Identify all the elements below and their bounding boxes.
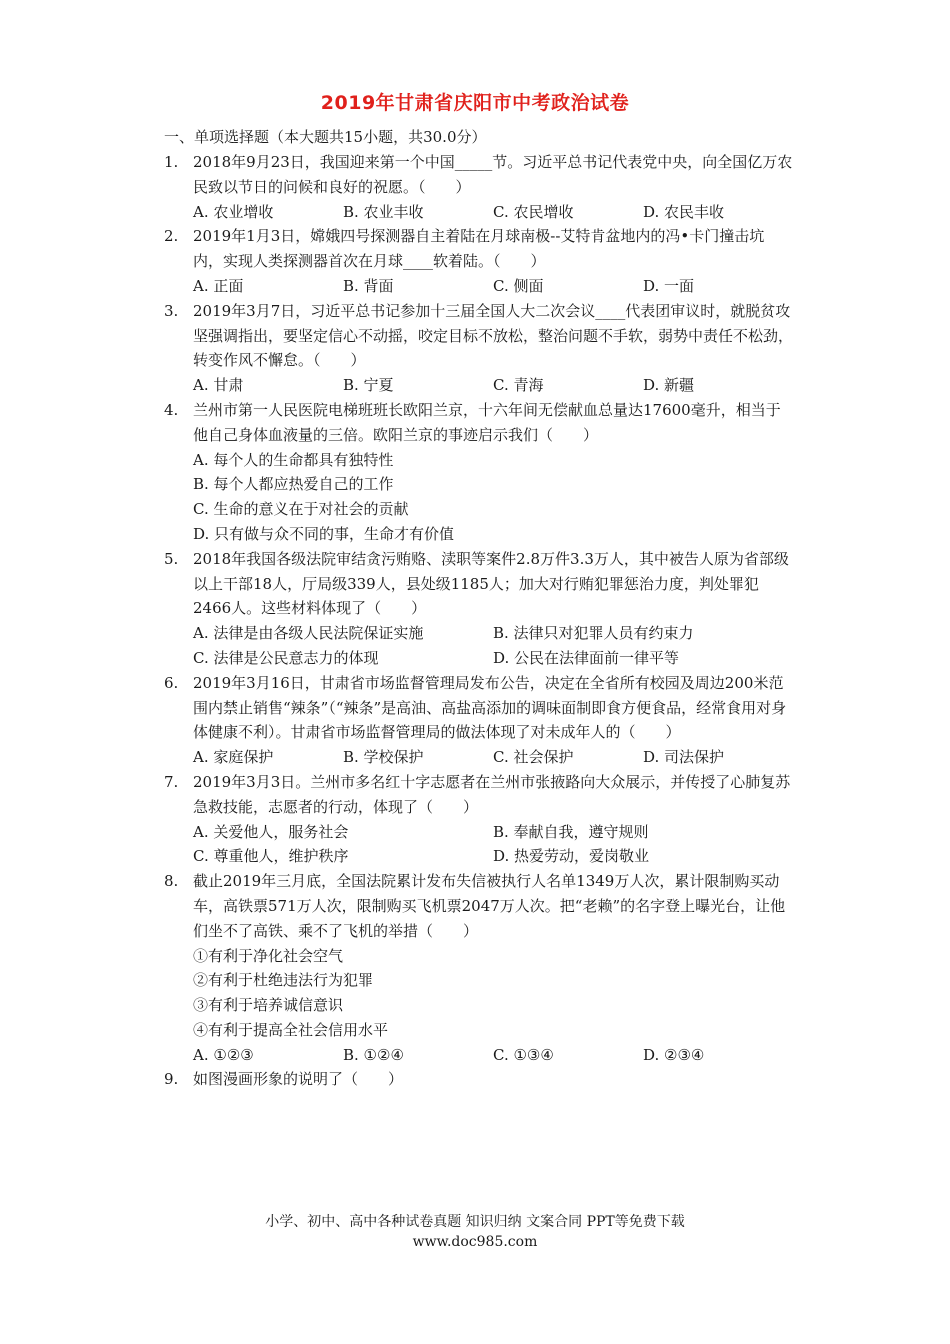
option-grid — [193, 820, 793, 870]
option-a: A. 每个人的生命都具有独特性 — [193, 450, 394, 469]
question-text: 兰州市第一人民医院电梯班班长欧阳兰京，十六年间无偿献血总量达17600毫升，相当于他自己身体血液量的三倍。欧阳兰京的事迹启示我们（ ） — [193, 400, 781, 444]
option-c: C. 法律是公民意志力的体现 — [193, 648, 379, 667]
option-d: D. 只有做与众不同的事，生命才有价值 — [193, 524, 455, 543]
option-c: C. 侧面 — [493, 276, 544, 295]
question-number: 5. — [164, 549, 179, 568]
question-list — [0, 150, 950, 1092]
question-text: 截止2019年三月底，全国法院累计发布失信被执行人名单1349万人次，累计限制购买动车，高铁票571万人次，限制购买飞机票2047万人次。把“老赖”的名字登上曝光台，让他们坐不了高铁、乘不了飞机的举措（ ） — [193, 872, 786, 940]
footer-ad-text: 小学、初中、高中各种试卷真题 知识归纳 文案合同 PPT等免费下载 — [265, 1214, 685, 1230]
option-row — [193, 373, 793, 398]
option-d: D. 热爱劳动，爱岗敬业 — [493, 847, 650, 866]
option-a: A. 甘肃 — [193, 376, 244, 395]
option-a: A. 关爱他人，服务社会 — [193, 822, 349, 841]
statement-4: ④有利于提高全社会信用水平 — [193, 1020, 389, 1039]
question-number: 6. — [164, 673, 179, 692]
option-b: B. 学校保护 — [343, 748, 424, 767]
option-d: D. 司法保护 — [643, 748, 725, 767]
option-column — [193, 448, 793, 547]
question-5 — [0, 547, 950, 671]
option-a: A. 农业增收 — [193, 202, 274, 221]
question-number: 4. — [164, 400, 179, 419]
statement-2: ②有利于杜绝违法行为犯罪 — [193, 971, 374, 990]
statement-list — [0, 944, 950, 1043]
footer-website: www.doc985.com — [412, 1234, 538, 1250]
question-9 — [0, 1067, 950, 1092]
option-c: C. 社会保护 — [493, 748, 574, 767]
option-d: D. 一面 — [643, 276, 695, 295]
option-d: D. 新疆 — [643, 376, 695, 395]
option-a: A. ①②③ — [193, 1045, 254, 1064]
option-b: B. ①②④ — [343, 1045, 404, 1064]
question-3 — [0, 299, 950, 398]
page-footer — [0, 1212, 950, 1252]
question-7 — [0, 770, 950, 869]
option-a: A. 正面 — [193, 276, 244, 295]
question-number: 8. — [164, 872, 179, 891]
question-text: 2018年我国各级法院审结贪污贿赂、渎职等案件2.8万件3.3万人，其中被告人原为省部级以上干部18人，厅局级339人，县处级1185人；加大对行贿犯罪惩治力度，判处罪犯2466人。这些材料体现了（ ） — [193, 549, 789, 618]
option-c: C. 生命的意义在于对社会的贡献 — [193, 500, 409, 519]
option-c: C. 青海 — [493, 376, 544, 395]
question-4 — [0, 398, 950, 547]
option-b: B. 法律只对犯罪人员有约束力 — [493, 624, 694, 643]
question-2 — [0, 224, 950, 298]
option-d: D. 公民在法律面前一律平等 — [493, 648, 680, 667]
option-b: B. 农业丰收 — [343, 202, 424, 221]
question-text: 2018年9月23日，我国迎来第一个中国_____节。习近平总书记代表党中央，向全国亿万农民致以节日的问候和良好的祝愿。（ ） — [193, 153, 793, 196]
statement-3: ③有利于培养诚信意识 — [193, 996, 344, 1015]
question-8 — [0, 869, 950, 1067]
question-6 — [0, 671, 950, 770]
question-text: 2019年1月3日，嫦娥四号探测器自主着陆在月球南极--艾特肯盆地内的冯•卡门撞击坑内，实现人类探测器首次在月球____软着陆。（ ） — [193, 227, 765, 271]
option-a: A. 家庭保护 — [193, 748, 274, 767]
question-text: 2019年3月3日。兰州市多名红十字志愿者在兰州市张掖路向大众展示，并传授了心肺复苏急救技能，志愿者的行动，体现了（ ） — [193, 772, 791, 816]
option-a: A. 法律是由各级人民法院保证实施 — [193, 624, 424, 643]
option-b: B. 背面 — [343, 276, 394, 295]
section-heading: 一、单项选择题（本大题共15小题，共30.0分） — [164, 128, 487, 146]
question-number: 1. — [164, 153, 179, 171]
option-row — [193, 1043, 793, 1068]
option-grid — [193, 621, 793, 671]
question-1 — [0, 150, 950, 224]
option-d: D. 农民丰收 — [643, 202, 725, 221]
option-row — [193, 745, 793, 770]
question-text: 2019年3月16日，甘肃省市场监督管理局发布公告，决定在全省所有校园及周边200米范围内禁止销售“辣条”（“辣条”是高油、高盐高添加的调味面制即食方便食品，经常食用对身体健康不利）。甘肃省市场监督管理局的做法体现了对未成年人的（ ） — [193, 673, 787, 742]
option-c: C. ①③④ — [493, 1045, 554, 1064]
option-b: B. 每个人都应热爱自己的工作 — [193, 475, 394, 494]
question-text: 2019年3月7日，习近平总书记参加十三届全国人大二次会议____代表团审议时，就脱贫攻坚强调指出，要坚定信心不动摇，咬定目标不放松，整治问题不手软，弱势中责任不松劲，转变作风不懈怠。（ ） — [193, 301, 794, 370]
option-d: D. ②③④ — [643, 1045, 705, 1064]
option-b: B. 宁夏 — [343, 376, 394, 395]
statement-1: ①有利于净化社会空气 — [193, 946, 344, 965]
question-number: 3. — [164, 301, 179, 320]
question-text: 如图漫画形象的说明了（ ） — [193, 1070, 404, 1089]
option-b: B. 奉献自我，遵守规则 — [493, 822, 649, 841]
option-c: C. 农民增收 — [493, 202, 574, 221]
option-row — [193, 274, 793, 299]
exam-title: 2019年甘肃省庆阳市中考政治试卷 — [320, 92, 630, 114]
option-row — [193, 200, 793, 225]
option-c: C. 尊重他人，维护秩序 — [193, 847, 349, 866]
question-number: 9. — [164, 1070, 179, 1089]
question-number: 2. — [164, 227, 179, 246]
question-number: 7. — [164, 772, 179, 791]
